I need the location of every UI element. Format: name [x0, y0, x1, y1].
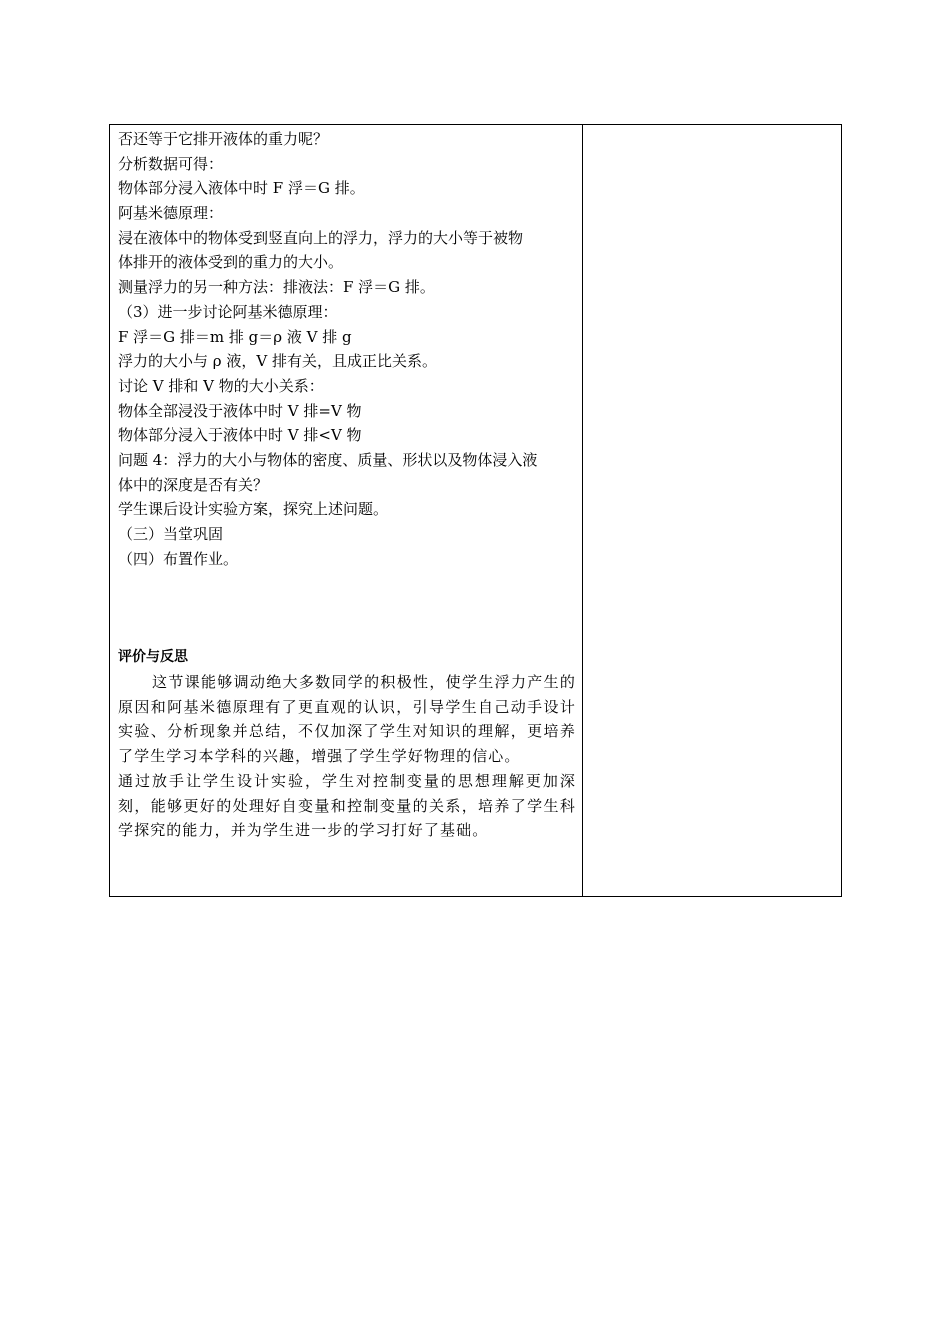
- lesson-table: [109, 124, 842, 897]
- text-line: 分析数据可得：: [118, 154, 224, 173]
- section-line: （四）布置作业。: [118, 549, 239, 568]
- text-line: 测量浮力的另一种方法：排液法：F 浮＝G 排。: [118, 278, 435, 297]
- text-line: 阿基米德原理：: [118, 204, 224, 223]
- text-line: 体中的深度是否有关？: [118, 475, 269, 494]
- text-line: 物体部分浸入于液体中时 V 排<V 物: [118, 426, 362, 445]
- formula-line: F 浮＝G 排＝m 排 g＝ρ 液 V 排 g: [118, 327, 352, 346]
- reflection-heading: 评价与反思: [118, 649, 188, 666]
- blank-space: [118, 571, 578, 645]
- reflection-paragraph: 这节课能够调动绝大多数同学的积极性，使学生浮力产生的原因和阿基米德原理有了更直观的认识，引导学生自己动手设计实验、分析现象并总结，不仅加深了学生对知识的理解，更培养了学生学习本学科的兴趣，增强了学生学好物理的信心。: [118, 673, 576, 766]
- text-line: 讨论 V 排和 V 物的大小关系：: [118, 376, 324, 395]
- text-line: 问题 4：浮力的大小与物体的密度、质量、形状以及物体浸入液: [118, 450, 538, 469]
- text-line: 浮力的大小与 ρ 液，V 排有关，且成正比关系。: [118, 352, 437, 371]
- text-line: 体排开的液体受到的重力的大小。: [118, 253, 344, 272]
- content-cell: [118, 127, 578, 843]
- notes-cell: [583, 125, 841, 896]
- text-line: 否还等于它排开液体的重力呢？: [118, 130, 329, 148]
- text-line: 学生课后设计实验方案，探究上述问题。: [118, 500, 389, 519]
- text-line: 物体部分浸入液体中时 F 浮＝G 排。: [118, 179, 365, 198]
- text-line: （3）进一步讨论阿基米德原理：: [118, 302, 338, 321]
- section-line: （三）当堂巩固: [118, 525, 224, 543]
- text-line: 浸在液体中的物体受到竖直向上的浮力，浮力的大小等于被物: [118, 228, 524, 247]
- reflection-paragraph: 通过放手让学生设计实验，学生对控制变量的思想理解更加深刻，能够更好的处理好自变量和控制变量的关系，培养了学生科学探究的能力，并为学生进一步的学习打好了基础。: [118, 771, 576, 840]
- text-line: 物体全部浸没于液体中时 V 排=V 物: [118, 401, 362, 420]
